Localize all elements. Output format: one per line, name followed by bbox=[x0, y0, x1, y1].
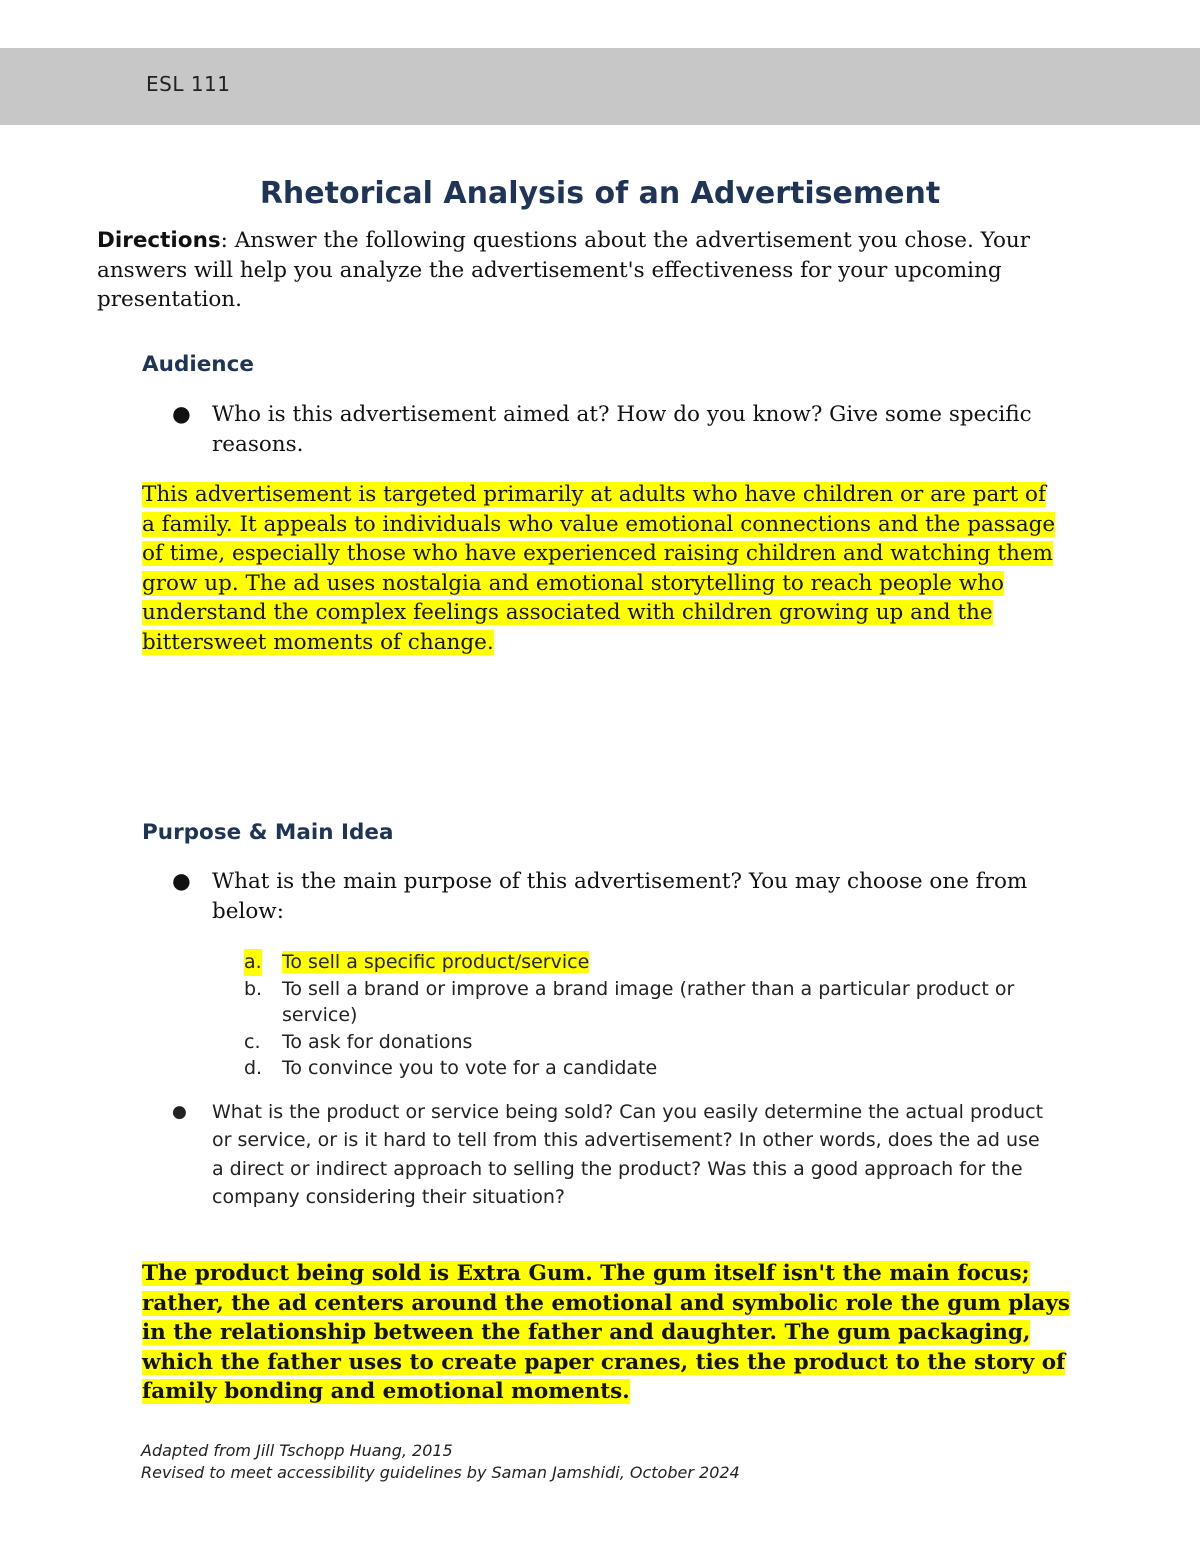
purpose-answer-text: The product being sold is Extra Gum. The gum itself isn't the main focus; rather, the ad centers around the emotional and symbolic role the gum plays in the relationship between the father and daughter. The gum packaging, which the father uses to create paper cranes, ties the product to the story of family bonding and emotional moments. bbox=[142, 1261, 1070, 1405]
audience-answer-text: This advertisement is targeted primarily at adults who have children or are part of a family. It appeals to individuals who value emotional connections and the passage of time, especially those who have experienced raising children and watching them grow up. The ad uses nostalgia and emotional storytelling to reach people who understand the complex feelings associated with children growing up and the bittersweet moments of change. bbox=[142, 482, 1056, 655]
directions-paragraph bbox=[97, 226, 1087, 315]
footer-line-2: Revised to meet accessibility guidelines by Saman Jamshidi, October 2024 bbox=[141, 1463, 740, 1482]
option-letter: a. bbox=[244, 949, 262, 976]
course-code: ESL 111 bbox=[146, 72, 231, 96]
audience-question-text: Who is this advertisement aimed at? How do you know? Give some specific reasons. bbox=[212, 402, 1032, 457]
purpose-heading: Purpose & Main Idea bbox=[142, 820, 394, 845]
product-question bbox=[172, 1098, 1052, 1211]
option-text: To convince you to vote for a candidate bbox=[282, 1057, 658, 1079]
footer-line-1: Adapted from Jill Tschopp Huang, 2015 bbox=[141, 1441, 453, 1460]
product-question-text: What is the product or service being sold? Can you easily determine the actual product or service, or is it hard to tell from this advertisement? In other words, does the ad use a direct or indirect approach to selling the product? Was this a good approach for the company considering their situation? bbox=[212, 1101, 1044, 1208]
option-letter: d. bbox=[244, 1057, 263, 1079]
audience-question bbox=[172, 400, 1052, 459]
option-a[interactable] bbox=[244, 949, 1044, 976]
audience-heading: Audience bbox=[142, 352, 254, 377]
option-b[interactable] bbox=[244, 976, 1044, 1029]
purpose-options-list bbox=[244, 949, 1044, 1082]
bullet-dot-icon: ● bbox=[172, 869, 191, 894]
purpose-question-text: What is the main purpose of this advertisement? You may choose one from below: bbox=[212, 869, 1028, 924]
page-title: Rhetorical Analysis of an Advertisement bbox=[259, 176, 941, 211]
purpose-answer[interactable] bbox=[142, 1259, 1072, 1407]
option-c[interactable] bbox=[244, 1029, 1044, 1056]
option-letter: b. bbox=[244, 977, 263, 1000]
directions-text: : Answer the following questions about the advertisement you chose. Your answers will help you analyze the advertisement's effectiveness for your upcoming presentation. bbox=[97, 228, 1031, 312]
option-text: To sell a specific product/service bbox=[282, 951, 590, 973]
bullet-dot-icon: ● bbox=[172, 402, 191, 427]
audience-answer[interactable] bbox=[142, 480, 1062, 658]
option-letter: c. bbox=[244, 1030, 261, 1053]
option-text: To sell a brand or improve a brand image (rather than a particular product or service) bbox=[282, 977, 1015, 1026]
option-text: To ask for donations bbox=[282, 1030, 473, 1053]
directions-label: Directions bbox=[97, 228, 221, 253]
footer-credits bbox=[141, 1440, 740, 1484]
purpose-question bbox=[172, 867, 1052, 926]
bullet-dot-icon: ● bbox=[172, 1102, 187, 1122]
option-d[interactable] bbox=[244, 1055, 1044, 1082]
